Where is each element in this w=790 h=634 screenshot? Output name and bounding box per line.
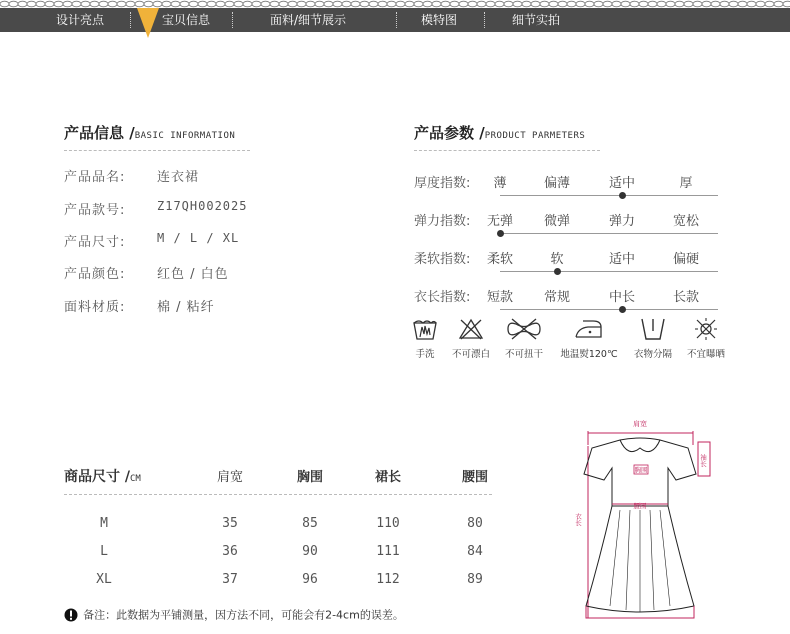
- chain-link: [135, 1, 144, 7]
- care-label: 不可漂白: [451, 349, 490, 360]
- care-item: [559, 317, 619, 360]
- top-navigation: [0, 0, 790, 32]
- chain-link: [117, 1, 126, 7]
- dress-measurement-diagram: [560, 418, 720, 626]
- chain-link: [63, 1, 72, 7]
- chain-link: [441, 1, 450, 7]
- table-row: [64, 516, 494, 534]
- nav-item-detail-photos[interactable]: 细节实拍: [512, 13, 561, 27]
- chain-link: [711, 1, 720, 7]
- product-info-title: [64, 122, 235, 143]
- chain-link: [783, 1, 790, 7]
- chain-link: [333, 1, 342, 7]
- table-cell: 89: [467, 572, 483, 587]
- param-selected-dot: [619, 192, 626, 199]
- nav-item-product-info[interactable]: 宝贝信息: [162, 13, 211, 27]
- care-item: [441, 317, 501, 360]
- param-label: 厚度指数:: [414, 176, 471, 191]
- length-label: 衣长: [574, 513, 582, 526]
- measurement-note: [64, 604, 404, 622]
- chain-link: [738, 1, 747, 7]
- chain-link: [648, 1, 657, 7]
- nav-divider: [130, 12, 131, 28]
- info-label: 产品颜色:: [64, 267, 126, 282]
- param-option: 弹力: [608, 214, 635, 229]
- product-info-heading: 产品信息 /: [64, 124, 135, 142]
- chain-link: [360, 1, 369, 7]
- param-option: 柔软: [486, 252, 513, 267]
- table-cell: 35: [222, 516, 238, 531]
- chain-link: [675, 1, 684, 7]
- separate-wash-icon: [639, 317, 667, 341]
- nav-item-model[interactable]: 模特图: [421, 13, 458, 27]
- param-selected-dot: [497, 230, 504, 237]
- param-option: 宽松: [672, 214, 699, 229]
- chain-link: [747, 1, 756, 7]
- size-cell: L: [100, 544, 108, 559]
- chain-link: [756, 1, 765, 7]
- table-cell: 90: [302, 544, 318, 559]
- chain-link: [477, 1, 486, 7]
- table-cell: 37: [222, 572, 238, 587]
- info-label: 产品款号:: [64, 203, 126, 218]
- table-cell: 111: [376, 544, 400, 559]
- param-selected-dot: [554, 268, 561, 275]
- table-cell: 36: [222, 544, 238, 559]
- table-row: [64, 572, 494, 590]
- chain-link: [603, 1, 612, 7]
- size-table: [64, 466, 494, 596]
- care-label: 不宜曝晒: [686, 349, 725, 360]
- info-value: 红色 / 白色: [157, 267, 229, 282]
- info-row: [64, 231, 240, 250]
- chain-link: [108, 1, 117, 7]
- chain-link: [486, 1, 495, 7]
- param-option: 适中: [608, 252, 635, 267]
- param-scale-line: [500, 195, 718, 196]
- chain-link: [657, 1, 666, 7]
- chain-link: [666, 1, 675, 7]
- chain-link: [162, 1, 171, 7]
- waist-label: 腰围: [633, 502, 647, 510]
- chain-link: [639, 1, 648, 7]
- param-selected-dot: [619, 306, 626, 313]
- column-header: 肩宽: [216, 470, 243, 485]
- info-label: 面料材质:: [64, 300, 126, 315]
- table-cell: 85: [302, 516, 318, 531]
- chain-link: [189, 1, 198, 7]
- table-cell: 110: [376, 516, 400, 531]
- chain-link: [27, 1, 36, 7]
- chain-link: [288, 1, 297, 7]
- care-item: [494, 317, 554, 360]
- chain-link: [585, 1, 594, 7]
- chain-link: [558, 1, 567, 7]
- chain-link: [378, 1, 387, 7]
- chain-link: [45, 1, 54, 7]
- chain-link: [720, 1, 729, 7]
- info-row: [64, 263, 229, 282]
- param-option: 软: [550, 252, 564, 267]
- param-scale-line: [500, 309, 718, 310]
- chain-link: [252, 1, 261, 7]
- chain-link: [405, 1, 414, 7]
- nav-divider: [232, 12, 233, 28]
- chain-link: [81, 1, 90, 7]
- param-option: 偏薄: [543, 176, 570, 191]
- chain-link: [297, 1, 306, 7]
- hand-wash-icon: [412, 317, 438, 341]
- info-row: [64, 166, 200, 185]
- no-sun-dry-icon: [693, 317, 719, 341]
- chain-link: [351, 1, 360, 7]
- chain-link: [279, 1, 288, 7]
- chest-label: 胸围: [634, 466, 648, 474]
- nav-item-fabric-detail[interactable]: 面料/细节展示: [270, 13, 347, 27]
- chain-border-decoration: [0, 0, 790, 8]
- chain-link: [315, 1, 324, 7]
- chain-link: [621, 1, 630, 7]
- chain-link: [414, 1, 423, 7]
- product-params-title: [414, 122, 585, 143]
- care-label: 手洗: [415, 349, 435, 360]
- table-cell: 80: [467, 516, 483, 531]
- param-option: 长款: [672, 290, 699, 305]
- chain-link: [306, 1, 315, 7]
- size-cell: M: [100, 516, 108, 531]
- chain-link: [180, 1, 189, 7]
- chain-link: [324, 1, 333, 7]
- column-header: 裙长: [374, 470, 401, 485]
- chain-link: [495, 1, 504, 7]
- product-params-list: [414, 170, 734, 310]
- care-item: [623, 317, 683, 360]
- chain-link: [432, 1, 441, 7]
- care-item: [676, 317, 736, 360]
- product-params-subtitle: PRODUCT PARMETERS: [484, 131, 586, 141]
- divider: [414, 150, 600, 151]
- chain-link: [153, 1, 162, 7]
- care-icons: [411, 317, 733, 361]
- chain-link: [459, 1, 468, 7]
- chain-link: [99, 1, 108, 7]
- active-tab-indicator-icon: [133, 8, 163, 40]
- chain-link: [531, 1, 540, 7]
- chain-link: [36, 1, 45, 7]
- nav-bar: [0, 8, 790, 32]
- param-row: [414, 246, 734, 276]
- product-params-heading: 产品参数 /: [414, 124, 485, 142]
- param-scale-line: [500, 233, 718, 234]
- product-info-subtitle: BASIC INFORMATION: [134, 131, 236, 141]
- chain-link: [0, 1, 9, 7]
- chain-link: [423, 1, 432, 7]
- param-scale-line: [500, 271, 718, 272]
- chain-link: [549, 1, 558, 7]
- chain-link: [396, 1, 405, 7]
- chain-link: [567, 1, 576, 7]
- info-value: 棉 / 粘纤: [157, 300, 215, 315]
- chain-link: [774, 1, 783, 7]
- chain-link: [216, 1, 225, 7]
- chain-link: [513, 1, 522, 7]
- table-cell: 112: [376, 572, 400, 587]
- info-row: [64, 296, 215, 315]
- table-row: [64, 544, 494, 562]
- chain-link: [225, 1, 234, 7]
- chain-link: [171, 1, 180, 7]
- param-row: [414, 170, 734, 200]
- size-table-title: [64, 466, 141, 486]
- no-bleach-icon: [458, 317, 484, 341]
- care-label: 地温熨120℃: [560, 349, 618, 360]
- info-label: 产品尺寸:: [64, 235, 126, 250]
- param-row: [414, 284, 734, 314]
- chain-link: [18, 1, 27, 7]
- param-option: 中长: [608, 290, 635, 305]
- size-cell: XL: [96, 572, 112, 587]
- param-option: 薄: [493, 176, 507, 191]
- column-header: 胸围: [296, 470, 323, 485]
- chain-link: [369, 1, 378, 7]
- param-option: 偏硬: [672, 252, 699, 267]
- chain-link: [387, 1, 396, 7]
- chain-link: [522, 1, 531, 7]
- info-value: M / L / XL: [157, 231, 240, 245]
- nav-divider: [396, 12, 397, 28]
- table-cell: 96: [302, 572, 318, 587]
- nav-item-design[interactable]: 设计亮点: [56, 13, 105, 27]
- table-cell: 84: [467, 544, 483, 559]
- chain-link: [342, 1, 351, 7]
- param-label: 衣长指数:: [414, 290, 471, 305]
- chain-link: [144, 1, 153, 7]
- nav-divider: [484, 12, 485, 28]
- chain-link: [72, 1, 81, 7]
- note-text: 备注：此数据为平铺测量，因方法不同，可能会有2-4cm的误差。: [83, 608, 404, 622]
- warning-icon: [64, 608, 78, 622]
- size-table-heading: 商品尺寸 /: [64, 469, 130, 485]
- chain-link: [702, 1, 711, 7]
- param-option: 微弹: [543, 214, 570, 229]
- chain-link: [270, 1, 279, 7]
- chain-link: [243, 1, 252, 7]
- info-label: 产品品名:: [64, 170, 126, 185]
- chain-link: [684, 1, 693, 7]
- param-row: [414, 208, 734, 238]
- chain-link: [207, 1, 216, 7]
- chain-link: [576, 1, 585, 7]
- info-row: [64, 199, 248, 218]
- chain-link: [765, 1, 774, 7]
- chain-link: [504, 1, 513, 7]
- column-header: 腰围: [461, 470, 488, 485]
- shoulder-label: 肩宽: [633, 420, 647, 428]
- info-value: Z17QH002025: [157, 199, 248, 213]
- chain-link: [90, 1, 99, 7]
- divider: [64, 494, 492, 495]
- divider: [64, 150, 250, 151]
- param-option: 短款: [486, 290, 513, 305]
- sleeve-label: 袖长: [699, 454, 707, 467]
- info-value: 连衣裙: [157, 170, 200, 185]
- chain-link: [261, 1, 270, 7]
- param-label: 柔软指数:: [414, 252, 471, 267]
- chain-link: [729, 1, 738, 7]
- chain-link: [540, 1, 549, 7]
- param-option: 常规: [543, 290, 570, 305]
- care-label: 衣物分隔: [633, 349, 672, 360]
- size-table-unit: CM: [130, 474, 141, 484]
- low-iron-icon: [573, 317, 605, 341]
- chain-link: [54, 1, 63, 7]
- chain-link: [9, 1, 18, 7]
- chain-link: [234, 1, 243, 7]
- no-wring-icon: [504, 317, 544, 341]
- chain-link: [612, 1, 621, 7]
- chain-link: [198, 1, 207, 7]
- chain-link: [693, 1, 702, 7]
- param-option: 适中: [608, 176, 635, 191]
- chain-link: [126, 1, 135, 7]
- chain-link: [468, 1, 477, 7]
- chain-link: [594, 1, 603, 7]
- param-label: 弹力指数:: [414, 214, 471, 229]
- chain-link: [630, 1, 639, 7]
- chain-link: [450, 1, 459, 7]
- param-option: 厚: [679, 176, 693, 191]
- care-label: 不可扭干: [504, 349, 543, 360]
- param-option: 无弹: [486, 214, 513, 229]
